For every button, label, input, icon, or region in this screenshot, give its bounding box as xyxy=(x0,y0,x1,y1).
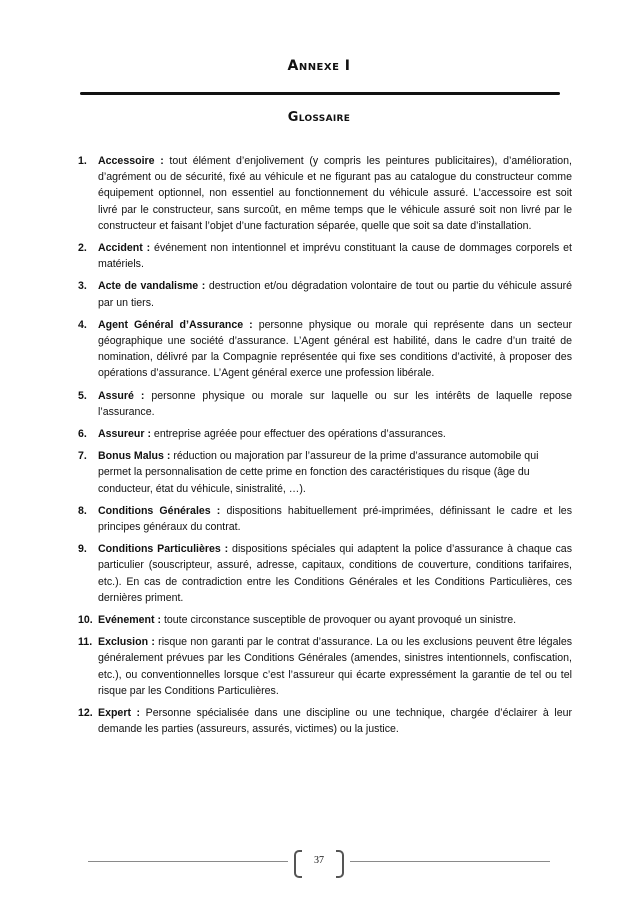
entry-term: Conditions Générales : xyxy=(98,504,221,517)
entry-definition: entreprise agréée pour effectuer des opérations d’assurances. xyxy=(150,428,446,441)
entry-number: 3. xyxy=(78,280,87,293)
entry-definition: toute circonstance susceptible de provoquer ou ayant provoqué un sinistre. xyxy=(161,614,517,627)
entry-term: Evénement : xyxy=(98,614,161,627)
footer-rule-left xyxy=(88,861,288,862)
glossary-entry xyxy=(78,388,572,420)
entry-definition: réduction ou majoration par l’assureur de la prime d’assurance automobile qui permet la personnalisation de cette prime en fonction des caractéristiques du risque (âge du conducteur, état du véhicule, sinistralité, …). xyxy=(98,450,539,495)
entry-term: Bonus Malus : xyxy=(98,450,171,463)
entry-definition: destruction et/ou dégradation volontaire de tout ou partie du véhicule assuré par un tiers. xyxy=(98,280,573,309)
page-number: 37 xyxy=(314,855,324,866)
title-divider xyxy=(80,92,560,95)
entry-definition: Personne spécialisée dans une discipline ou une technique, chargée d’éclairer à leur demande les parties (assureurs, assurés, victimes) ou la justice. xyxy=(98,707,573,736)
entry-term: Assureur : xyxy=(98,428,151,441)
glossary-entry xyxy=(78,153,572,234)
glossary-entry xyxy=(78,317,572,382)
entry-term: Agent Général d’Assurance : xyxy=(98,318,253,331)
glossaire-title: Glossaire xyxy=(287,110,351,125)
entry-number: 11. xyxy=(78,636,93,649)
entry-term: Accessoire : xyxy=(98,155,164,167)
entry-definition: tout élément d’enjolivement (y compris les peintures publicitaires), d’amélioration, d’agrément ou de sécurité, fixé au véhicule et ne figurant pas au catalogue du constructeur comme équipement optionnel, non essentiel au fonctionnement du véhicule assuré. L’accessoire est soit livré par le constructeur, sans surcoût, en même temps que le véhicule assuré soit non livré par le constructeur et faisant l’objet d’une facturation séparée, quelle que soit sa date d’installation. xyxy=(98,155,572,232)
glossary-entry xyxy=(78,612,572,628)
entry-number: 9. xyxy=(78,543,87,556)
entry-number: 7. xyxy=(78,450,87,463)
glossary-entry xyxy=(78,634,572,699)
annexe-title: Annexe I xyxy=(287,58,351,74)
glossary-entry xyxy=(78,541,572,606)
entry-definition: dispositions spéciales qui adaptent la police d’assurance à chaque cas particulier (souscripteur, assuré, adresse, capitaux, conditions de couverture, conditions tarifaires, etc.). En cas de contradiction entre les Conditions Générales et les Conditions Particulières, ces dernières priment. xyxy=(98,543,572,604)
entry-definition: risque non garanti par le contrat d’assurance. La ou les exclusions peuvent être légales généralement prévues par les Conditions Générales (amendes, sinistres intentionnels, confiscation, etc.), ou conventionnelles lorsque c’est l’assureur qui écarte expressément la garantie de tel ou tel risque par les Conditions Particulières. xyxy=(98,636,573,697)
entry-definition: personne physique ou morale sur laquelle ou sur les intérêts de laquelle repose l’assurance. xyxy=(98,389,572,418)
entry-term: Accident : xyxy=(98,242,151,255)
entry-number: 2. xyxy=(78,242,87,255)
entry-term: Exclusion : xyxy=(98,636,155,649)
open-bracket-icon xyxy=(294,850,302,878)
glossary-entry xyxy=(78,240,572,272)
entry-definition: dispositions habituellement pré-imprimées, définissant le cadre et les principes généraux du contrat. xyxy=(98,504,572,534)
entry-number: 5. xyxy=(78,389,87,402)
entry-number: 1. xyxy=(78,155,87,167)
entry-number: 12. xyxy=(78,707,93,720)
entry-number: 4. xyxy=(78,318,87,331)
entry-term: Expert : xyxy=(98,707,141,720)
entry-definition: événement non intentionnel et imprévu constituant la cause de dommages corporels et matériels. xyxy=(98,242,572,271)
entry-number: 6. xyxy=(78,428,87,441)
page-footer xyxy=(88,850,550,880)
glossary-entry xyxy=(78,448,572,497)
glossary-entry xyxy=(78,426,572,442)
close-bracket-icon xyxy=(336,850,344,878)
entry-number: 8. xyxy=(78,504,87,517)
entry-term: Conditions Particulières : xyxy=(98,543,229,556)
entry-definition: personne physique ou morale qui représente dans un secteur géographique une société d’assurance. L’Agent général est habilité, dans le cadre d’un traité de nomination, délivré par la Compagnie représentée qui fixe ses conditions d’activité, à proposer des opérations d’assurance. L’Agent général exerce une profession libérale. xyxy=(98,318,572,380)
entry-term: Assuré : xyxy=(98,389,145,402)
glossary-list xyxy=(78,153,572,744)
footer-rule-right xyxy=(350,861,550,862)
glossary-entry xyxy=(78,503,572,535)
entry-term: Acte de vandalisme : xyxy=(98,280,206,293)
entry-number: 10. xyxy=(78,614,93,627)
glossary-entry xyxy=(78,705,572,737)
glossary-entry xyxy=(78,278,572,310)
